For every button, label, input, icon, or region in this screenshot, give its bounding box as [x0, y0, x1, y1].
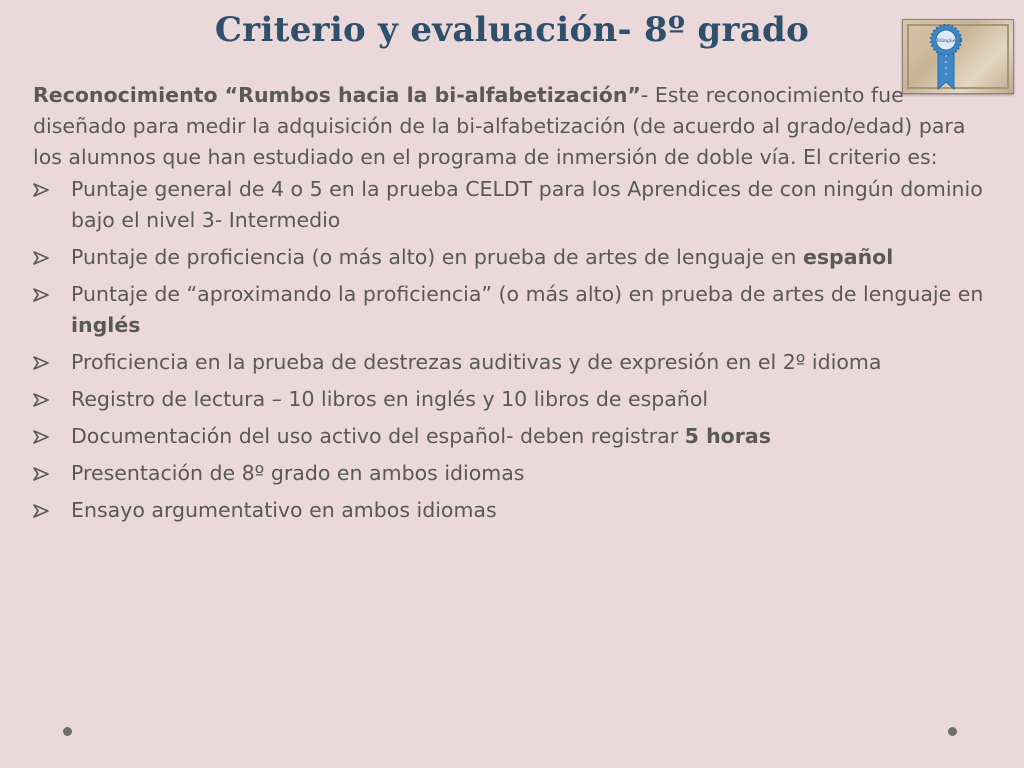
- intro-bold-text: Reconocimiento “Rumbos hacia la bi-alfabetización”: [33, 83, 641, 107]
- list-item-text: Presentación de 8º grado en ambos idiomas: [71, 461, 525, 485]
- list-item: [33, 384, 993, 415]
- list-item: [33, 174, 993, 236]
- intro-text: - Este reconocimiento fue diseñado para medir la adquisición de la bi-alfabetización (de acuerdo al grado/edad) para los alumnos que han estudiado en el programa de inmersión de doble vía. El criterio es:: [33, 83, 966, 169]
- list-item-text: Puntaje de “aproximando la proficiencia” (o más alto) en prueba de artes de lenguaje en: [71, 282, 984, 306]
- list-item-bold: español: [802, 245, 894, 269]
- list-item-bold: inglés: [71, 313, 141, 337]
- arrowhead-bullet-icon: [33, 288, 49, 302]
- list-item: [33, 495, 993, 526]
- arrowhead-bullet-icon: [33, 393, 49, 407]
- list-item-text: Proficiencia en la prueba de destrezas auditivas y de expresión en el 2º idioma: [71, 350, 882, 374]
- intro-paragraph: [33, 80, 993, 173]
- list-item-text: Registro de lectura – 10 libros en inglés y 10 libros de español: [71, 387, 709, 411]
- list-item-text: Puntaje general de 4 o 5 en la prueba CELDT para los Aprendices de con ningún dominio bajo el nivel 3- Intermedio: [71, 177, 983, 232]
- arrowhead-bullet-icon: [33, 430, 49, 444]
- list-item: [33, 421, 993, 452]
- next-slide-dot-icon[interactable]: [948, 727, 957, 736]
- arrowhead-bullet-icon: [33, 251, 49, 265]
- criteria-list: [33, 174, 993, 526]
- arrowhead-bullet-icon: [33, 183, 49, 197]
- list-item-text: Documentación del uso activo del español- deben registrar: [71, 424, 685, 448]
- arrowhead-bullet-icon: [33, 504, 49, 518]
- slide-body: [33, 80, 993, 532]
- list-item: [33, 458, 993, 489]
- ribbon-label: Bilingüe: [936, 39, 956, 44]
- arrowhead-bullet-icon: [33, 356, 49, 370]
- previous-slide-dot-icon[interactable]: [63, 727, 72, 736]
- list-item-bold: 5 horas: [684, 424, 771, 448]
- list-item: [33, 279, 993, 341]
- list-item-text: Puntaje de proficiencia (o más alto) en prueba de artes de lenguaje en: [71, 245, 803, 269]
- list-item: [33, 347, 993, 378]
- arrowhead-bullet-icon: [33, 467, 49, 481]
- slide-title: Criterio y evaluación- 8º grado: [214, 10, 810, 50]
- list-item-text: Ensayo argumentativo en ambos idiomas: [71, 498, 497, 522]
- list-item: [33, 242, 993, 273]
